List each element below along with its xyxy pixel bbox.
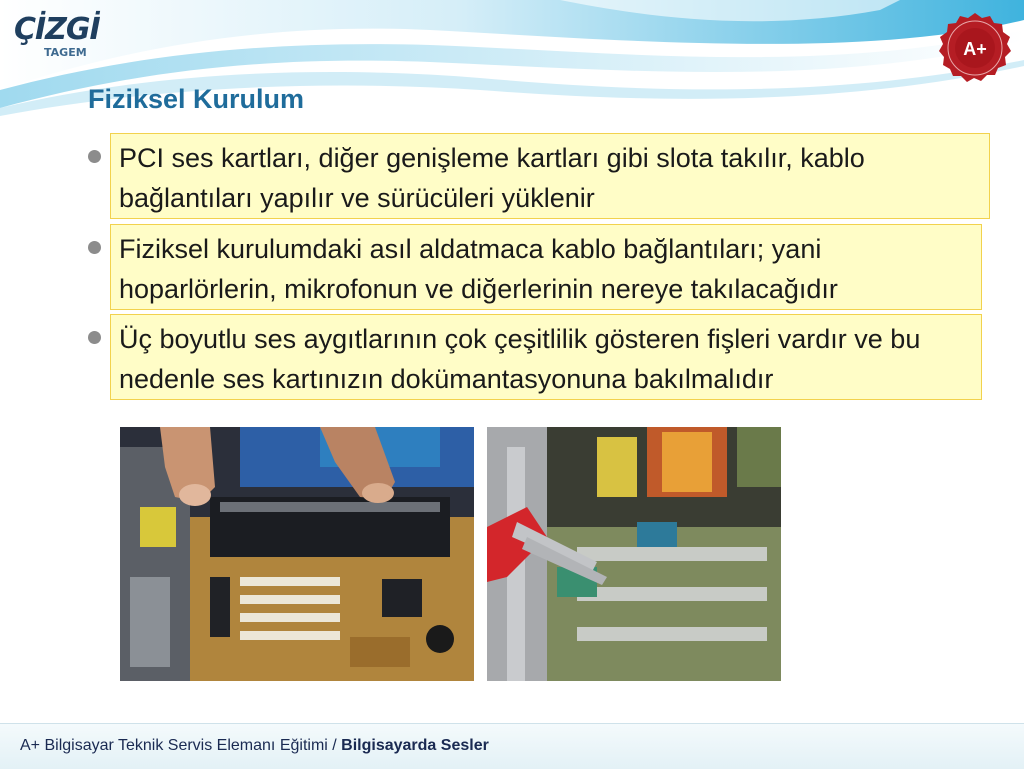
logo-main-text: ÇİZGİ xyxy=(14,12,100,47)
footer-text xyxy=(20,737,489,755)
sound-card-installation-photo-2 xyxy=(487,427,781,681)
sound-card-installation-photo-1 xyxy=(120,427,474,681)
slide-title: Fiziksel Kurulum xyxy=(88,84,305,114)
footer-separator: / xyxy=(327,737,342,754)
bullet-dot-icon xyxy=(88,241,101,254)
logo-sub-text: TAGEM xyxy=(44,46,87,59)
a-plus-seal-badge xyxy=(938,12,1012,84)
bullet-text-highlight: PCI ses kartları, diğer genişleme kartları gibi slota takılır, kablo bağlantıları yapılır ve sürücüleri yüklenir xyxy=(110,133,990,219)
bullet-text-highlight: Üç boyutlu ses aygıtlarının çok çeşitlilik gösteren fişleri vardır ve bu nedenle ses kartınızın dokümantasyonuna bakılmalıdır xyxy=(110,314,982,400)
footer-chapter-title: Bilgisayarda Sesler xyxy=(341,737,489,754)
bullet-dot-icon xyxy=(88,331,101,344)
badge-label: A+ xyxy=(963,39,987,59)
bullet-dot-icon xyxy=(88,150,101,163)
bullet-text-highlight: Fiziksel kurulumdaki asıl aldatmaca kablo bağlantıları; yani hoparlörlerin, mikrofonun ve diğerlerinin nereye takılacağıdır xyxy=(110,224,982,310)
cizgi-tagem-logo xyxy=(14,10,109,62)
footer-course-title: A+ Bilgisayar Teknik Servis Elemanı Eğitimi xyxy=(20,737,328,754)
